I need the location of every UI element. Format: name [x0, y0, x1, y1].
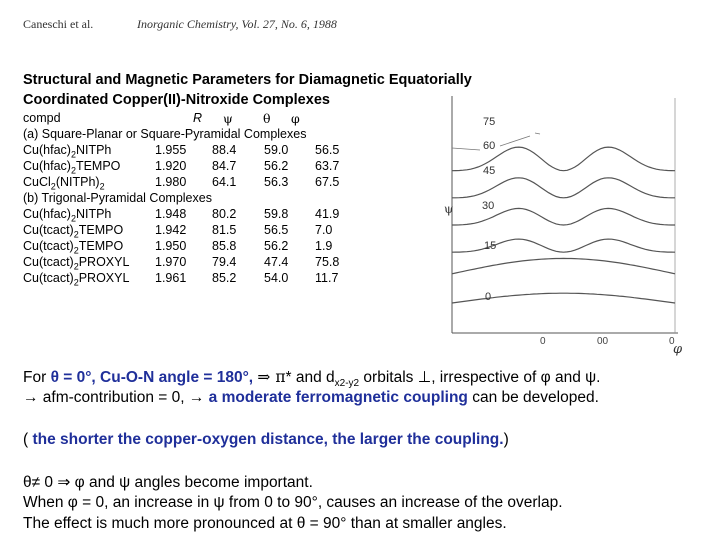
text-line-6: The effect is much more pronounced at θ = 90° than at smaller angles.: [23, 515, 507, 532]
value-r: 1.950: [155, 239, 187, 253]
value-psi: 81.5: [212, 223, 237, 237]
curve-label-60: 60: [483, 140, 496, 152]
source-journal: Inorganic Chemistry, Vol. 27, No. 6, 1988: [137, 17, 337, 31]
compound-name: $Cu(hfac)_2TEMPO$: [23, 159, 121, 176]
curve-label-75: 75: [483, 116, 496, 128]
value-phi: 56.5: [315, 143, 340, 157]
table-row: [23, 159, 353, 175]
value-r: 1.942: [155, 223, 187, 237]
value-r: 1.970: [155, 255, 187, 269]
value-r: 1.961: [155, 271, 187, 285]
source-authors: Caneschi et al.: [23, 17, 94, 31]
value-theta: 54.0: [264, 271, 289, 285]
value-theta: 56.5: [264, 223, 289, 237]
value-theta: 59.8: [264, 207, 289, 221]
header-compd: compd: [23, 111, 61, 125]
compound-name: $Cu(tcact)_2PROXYL$: [23, 255, 130, 272]
value-psi: 80.2: [212, 207, 237, 221]
compound-name: $Cu(tcact)_2TEMPO$: [23, 239, 124, 256]
text-line-1: For θ = 0°, Cu-O-N angle = 180°, ⇒ π* and $d_{x2-y2}$ orbitals ⊥, irrespective of φ and ψ.: [23, 368, 601, 390]
text-line-4: θ≠ 0 ⇒ φ and ψ angles become important.: [23, 474, 313, 491]
text-line-5: When φ = 0, an increase in ψ from 0 to 90°, causes an increase of the overlap.: [23, 494, 563, 511]
value-phi: 11.7: [315, 271, 339, 285]
table-title-line2: Coordinated Copper(II)-Nitroxide Complexes: [23, 92, 330, 108]
value-phi: 75.8: [315, 255, 340, 269]
value-r: 1.948: [155, 207, 187, 221]
table-row: [23, 207, 353, 223]
value-phi: 41.9: [315, 207, 340, 221]
value-psi: 84.7: [212, 159, 237, 173]
value-phi: 67.5: [315, 175, 340, 189]
value-theta: 59.0: [264, 143, 289, 157]
compound-name: $CuCl_2(NITPh)_2$: [23, 175, 105, 192]
value-theta: 56.3: [264, 175, 289, 189]
value-phi: 1.9: [315, 239, 333, 253]
value-phi: 7.0: [315, 223, 333, 237]
text-line-2: → afm-contribution = 0, → a moderate ferromagnetic coupling can be developed.: [23, 389, 599, 406]
x-tick-label: 0: [669, 336, 675, 347]
header-theta: θ: [263, 111, 271, 126]
table-row: [23, 239, 353, 255]
table-row: [23, 143, 353, 159]
table-title-line1: Structural and Magnetic Parameters for Diamagnetic Equatorially: [23, 72, 472, 88]
curve-label-0: 0: [485, 291, 492, 303]
value-psi: 79.4: [212, 255, 237, 269]
table-row: [23, 255, 353, 271]
value-r: 1.955: [155, 143, 187, 157]
y-axis-symbol: ψ: [444, 202, 454, 216]
table-row: [23, 223, 353, 239]
x-axis-symbol: φ: [673, 342, 683, 357]
header-phi: φ: [291, 111, 300, 126]
curve-label-45: 45: [483, 165, 496, 177]
overlap-plot: [440, 88, 690, 358]
x-tick-label: 00: [597, 336, 609, 347]
value-theta: 56.2: [264, 239, 289, 253]
header-psi: ψ: [223, 111, 233, 126]
value-phi: 63.7: [315, 159, 340, 173]
value-psi: 64.1: [212, 175, 237, 189]
compound-name: $Cu(tcact)_2TEMPO$: [23, 223, 124, 240]
value-psi: 85.2: [212, 271, 237, 285]
value-r: 1.980: [155, 175, 187, 189]
curve-label-30: 30: [482, 200, 495, 212]
header-r: R: [193, 111, 203, 125]
compound-name: $Cu(tcact)_2PROXYL$: [23, 271, 130, 288]
x-tick-label: 0: [540, 336, 546, 347]
value-theta: 47.4: [264, 255, 289, 269]
section-a-label: (a) Square-Planar or Square-Pyramidal Complexes: [23, 127, 307, 141]
value-theta: 56.2: [264, 159, 289, 173]
compound-name: $Cu(hfac)_2NITPh$: [23, 143, 112, 160]
table-row: [23, 175, 353, 191]
curve-label-15: 15: [484, 240, 497, 252]
section-b-label: (b) Trigonal-Pyramidal Complexes: [23, 191, 212, 205]
value-r: 1.920: [155, 159, 187, 173]
table-header-row: [23, 111, 353, 127]
value-psi: 85.8: [212, 239, 237, 253]
compound-name: $Cu(hfac)_2NITPh$: [23, 207, 112, 224]
table-row: [23, 271, 353, 287]
value-psi: 88.4: [212, 143, 237, 157]
text-line-3: ( the shorter the copper-oxygen distance, the larger the coupling.): [23, 431, 509, 448]
